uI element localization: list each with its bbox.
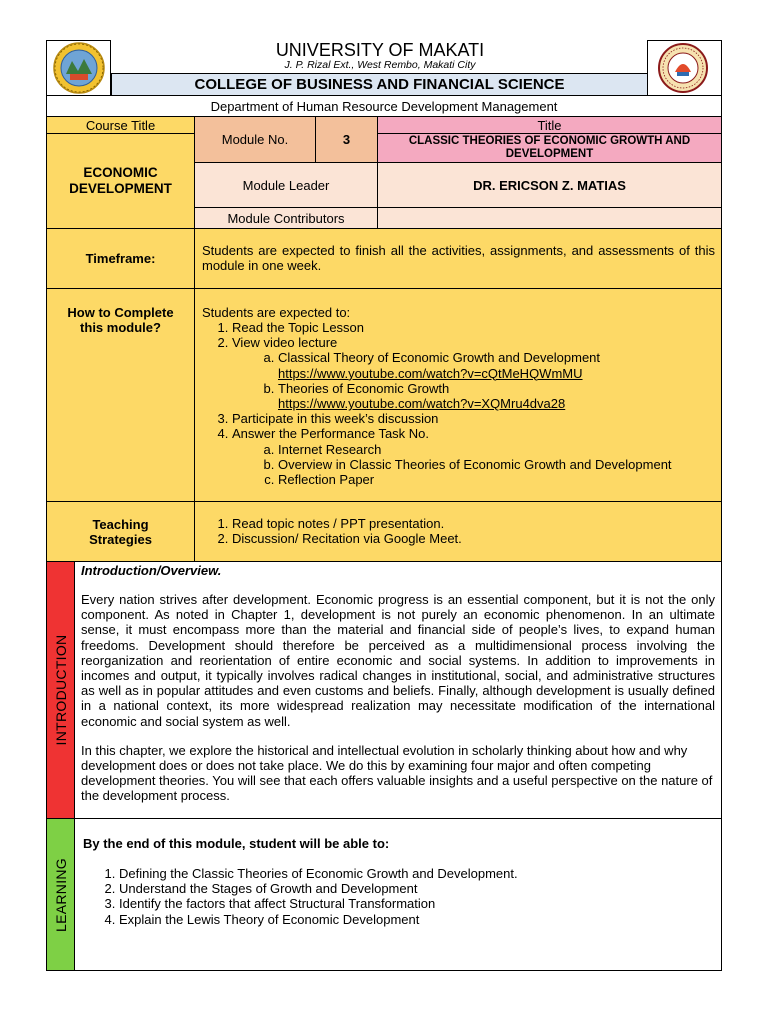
introduction-paragraph-1: Every nation strives after development. Economic progress is an essential component, but it is not the only component. As noted in Chapter 1, development is not purely an economic phenomenon. In an ultimate sense, it must encompass more than the material and financial side of people’s lives, to expand human freedoms. Development should therefore be perceived as a multidimensional process involving the reorganization and reorientation of entire economic and social systems. In addition to improvements in incomes and output, it typically involves radical changes in institutional, social, and administrative structures as well as in popular attitudes and even customs and beliefs. Finally, although development is usually defined in a national context, its more widespread realization may necessitate modification of the international economic and social system as well. <box>81 592 715 729</box>
video-b-link[interactable]: https://www.youtube.com/watch?v=XQMru4dva28 <box>278 396 566 412</box>
module-no-value: 3 <box>315 116 378 163</box>
how-to-steps <box>202 320 715 487</box>
learning-heading: By the end of this module, student will be able to: <box>83 836 390 851</box>
objective-2: 2. Understand the Stages of Growth and Development <box>119 881 713 896</box>
step-performance-task-label: Answer the Performance Task No. <box>232 426 430 442</box>
video-a-title: a. Classical Theory of Economic Growth and Development <box>278 350 601 366</box>
how-to-content <box>194 288 722 502</box>
learning-side-label: LEARNING <box>52 857 69 932</box>
college-seal-icon <box>50 41 108 95</box>
task-item-c: c. Reflection Paper <box>278 472 715 487</box>
timeframe-label: Timeframe: <box>46 228 195 289</box>
task-item-b: b. Overview in Classic Theories of Economic Growth and Development <box>278 457 715 472</box>
module-title-value: CLASSIC THEORIES OF ECONOMIC GROWTH AND DEVELOPMENT <box>377 133 722 163</box>
title-label: Title <box>377 116 722 134</box>
teaching-list <box>202 516 715 546</box>
module-no-label: Module No. <box>194 116 316 163</box>
objective-1: 1. Defining the Classic Theories of Economic Growth and Development. <box>119 866 713 881</box>
introduction-paragraph-2: In this chapter, we explore the historical and intellectual evolution in scholarly thinking about how and why development does or does not take place. We do this by examining four major and often competing development theories. You will see that each offers valuable insights and a useful perspective on the nature of the development process. <box>81 742 713 804</box>
how-to-label-cell <box>46 288 195 502</box>
timeframe-cell <box>194 228 722 289</box>
how-to-label: How to Complete this module? <box>67 305 174 335</box>
teaching-content <box>194 501 722 562</box>
teaching-label-cell <box>46 501 195 562</box>
task-item-a: a. Internet Research <box>278 442 715 457</box>
timeframe-text: Students are expected to finish all the activities, assignments, and assessments of this module in one week. <box>202 243 715 273</box>
video-list <box>232 350 715 411</box>
step-performance-task <box>232 426 715 487</box>
video-item-a <box>278 350 715 380</box>
module-contributors-label: Module Contributors <box>194 207 378 229</box>
department-name: Department of Human Resource Development Management <box>46 95 722 117</box>
course-title-value: ECONOMIC DEVELOPMENT <box>46 133 195 229</box>
introduction-content <box>74 561 722 819</box>
teaching-item-2: 2. Discussion/ Recitation via Google Meet. <box>232 531 715 546</box>
course-title-label: Course Title <box>46 116 195 134</box>
module-leader-value: DR. ERICSON Z. MATIAS <box>377 162 722 208</box>
teaching-label: Teaching Strategies <box>89 516 152 547</box>
how-to-intro: Students are expected to: <box>202 305 351 320</box>
introduction-side-tab <box>46 561 75 819</box>
module-contributors-value <box>377 207 722 229</box>
university-name: UNIVERSITY OF MAKATI <box>275 39 485 60</box>
introduction-heading: Introduction/Overview. <box>81 563 222 578</box>
learning-content <box>74 818 722 971</box>
step-read-lesson: 1. Read the Topic Lesson <box>232 320 715 335</box>
video-b-title: b. Theories of Economic Growth <box>278 380 450 396</box>
learning-side-tab <box>46 818 75 971</box>
video-item-b <box>278 381 715 411</box>
step-view-video <box>232 335 715 411</box>
module-leader-label: Module Leader <box>194 162 378 208</box>
task-list <box>232 442 715 488</box>
objective-4: 4. Explain the Lewis Theory of Economic Development <box>119 912 713 927</box>
step-view-video-label: View video lecture <box>232 335 338 351</box>
step-discussion: 3. Participate in this week’s discussion <box>232 411 715 426</box>
university-address: J. P. Rizal Ext., West Rembo, Makati City <box>284 58 476 71</box>
teaching-item-1: 1. Read topic notes / PPT presentation. <box>232 516 715 531</box>
video-a-link[interactable]: https://www.youtube.com/watch?v=cQtMeHQWmMU <box>278 365 583 381</box>
learning-objectives <box>83 866 713 927</box>
introduction-side-label: INTRODUCTION <box>52 634 69 746</box>
university-seal-icon <box>653 42 713 94</box>
college-name: COLLEGE OF BUSINESS AND FINANCIAL SCIENCE <box>111 73 648 96</box>
objective-3: 3. Identify the factors that affect Structural Transformation <box>119 896 713 911</box>
